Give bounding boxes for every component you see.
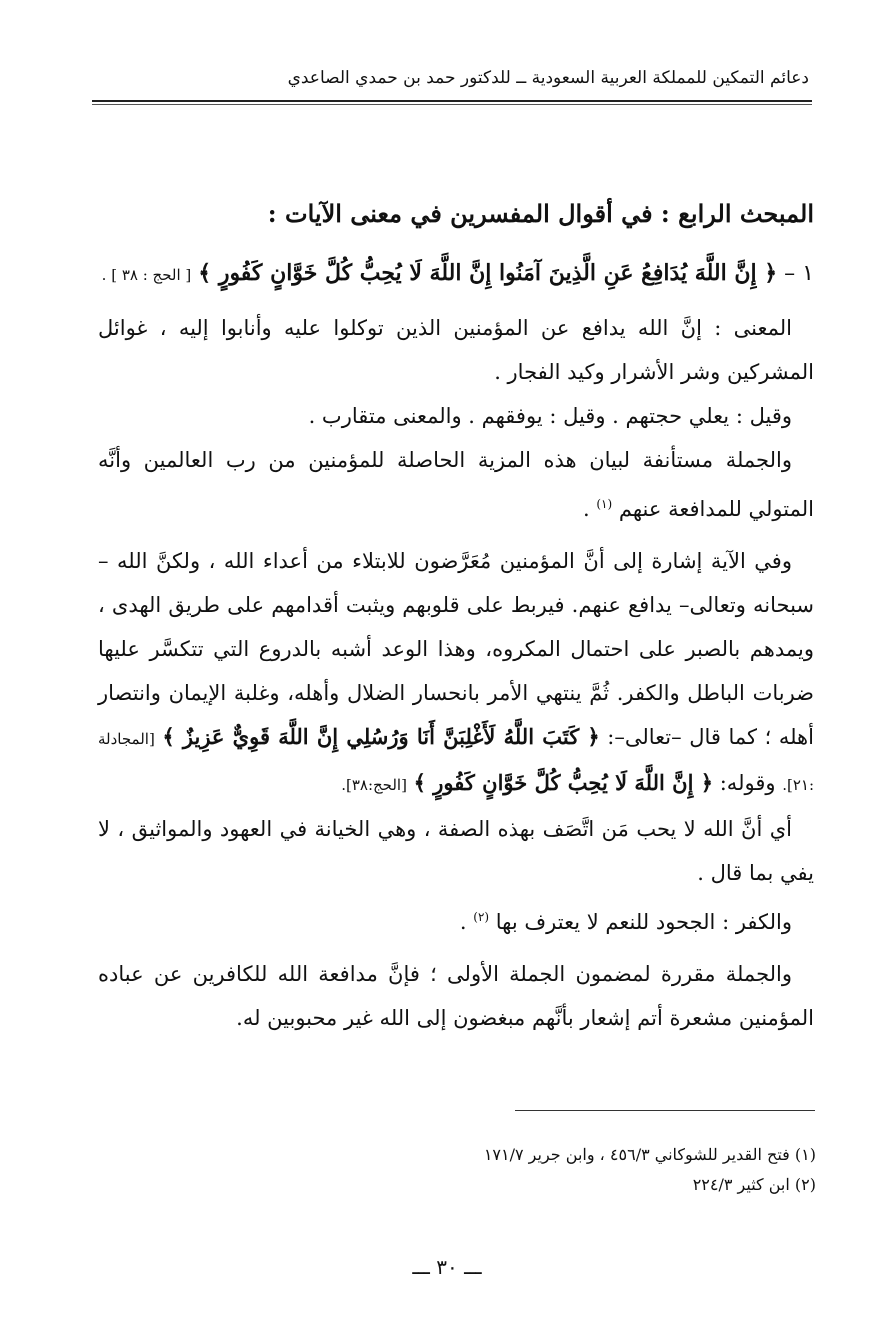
reference-mujadila: [المجادلة :٢١]. bbox=[98, 730, 814, 794]
footnote-marker-2: (٢) bbox=[473, 910, 490, 924]
paragraph-alternate-views: وقيل : يعلي حجتهم . وقيل : يوفقهم . والمعنى متقارب . bbox=[308, 404, 792, 428]
header-rule bbox=[92, 100, 812, 102]
sentence-end-1: . bbox=[582, 497, 590, 521]
paragraph-kufr bbox=[98, 895, 814, 944]
paragraph-sentence-role bbox=[98, 438, 814, 531]
verse-line bbox=[98, 248, 814, 300]
footnotes bbox=[98, 1140, 816, 1200]
header-rule-thin bbox=[92, 104, 812, 105]
footnote-1: (١) فتح القدير للشوكاني ٤٥٦/٣ ، وابن جرير ١٧١/٧ bbox=[483, 1145, 816, 1164]
paragraph-sentence-role-text: والجملة مستأنفة لبيان هذه المزية الحاصلة للمؤمنين من رب العالمين وأنَّه المتولي للمدافعة عنهم bbox=[98, 448, 814, 521]
paragraph-kufr-text: والكفر : الجحود للنعم لا يعترف بها bbox=[495, 910, 792, 934]
page-number: ـــ ٣٠ ـــ bbox=[412, 1255, 482, 1279]
footnote-rule bbox=[515, 1110, 815, 1111]
verse-text: ﴿ إِنَّ اللَّهَ يُدَافِعُ عَنِ الَّذِينَ آمَنُوا إِنَّ اللَّهَ لَا يُحِبُّ كُلَّ خَوَّانٍ كَفُورٍ ﴾ bbox=[198, 260, 778, 286]
and-his-saying: وقوله: bbox=[719, 771, 776, 795]
quran-quote-hajj: ﴿ إِنَّ اللَّهَ لَا يُحِبُّ كُلَّ خَوَّانٍ كَفُورٍ ﴾ bbox=[413, 770, 714, 795]
paragraph-indication-text: وفي الآية إشارة إلى أنَّ المؤمنين مُعَرَّضون للابتلاء من أعداء الله ، ولكنَّ الله –سبحانه وتعالى– يدافع عنهم. فيربط على قلوبهم ويثبت أقدامهم على طريق الهدى ، ويمدهم بالصبر على احتمال المكروه، وهذا الوعد أشبه بالدروع التي تتكسَّر عليها ضربات الباطل والكفر. ثُمَّ ينتهي الأمر بانحسار الضلال وأهله، وغلبة الإيمان وانتصار أهله ؛ كما قال –تعالى–: bbox=[98, 549, 814, 749]
main-text bbox=[98, 190, 814, 1040]
paragraph-explanation: أي أنَّ الله لا يحب مَن اتَّصَف بهذه الصفة ، وهي الخيانة في العهود والمواثيق ، لا يفي بما قال . bbox=[98, 817, 814, 885]
section-heading: المبحث الرابع : في أقوال المفسرين في معنى الآيات : bbox=[267, 199, 814, 228]
running-header: دعائم التمكين للمملكة العربية السعودية ــ للدكتور حمد بن حمدي الصاعدي bbox=[287, 68, 809, 88]
footnote-2: (٢) ابن كثير ٢٢٤/٣ bbox=[692, 1175, 816, 1194]
quran-quote-mujadila: ﴿ كَتَبَ اللَّهُ لَأَغْلِبَنَّ أَنَا وَرُسُلِي إِنَّ اللَّهَ قَوِيٌّ عَزِيزٌ ﴾ bbox=[162, 724, 600, 749]
paragraph-conclusion: والجملة مقررة لمضمون الجملة الأولى ؛ فإنَّ مدافعة الله للكافرين عن عباده المؤمنين مشعرة أتم إشعار بأنَّهم مبغضون إلى الله غير محبوبين له. bbox=[98, 962, 814, 1030]
reference-hajj: [الحج:٣٨]. bbox=[341, 776, 407, 794]
sentence-end-2: . bbox=[459, 910, 467, 934]
paragraph-indication bbox=[98, 539, 814, 807]
paragraph-meaning: المعنى : إنَّ الله يدافع عن المؤمنين الذين توكلوا عليه وأنابوا إليه ، غوائل المشركين وشر الأشرار وكيد الفجار . bbox=[98, 316, 814, 384]
verse-number: ١ – bbox=[784, 261, 814, 286]
footnote-marker-1: (١) bbox=[596, 497, 613, 511]
verse-reference: [ الحج : ٣٨ ] . bbox=[101, 266, 192, 284]
